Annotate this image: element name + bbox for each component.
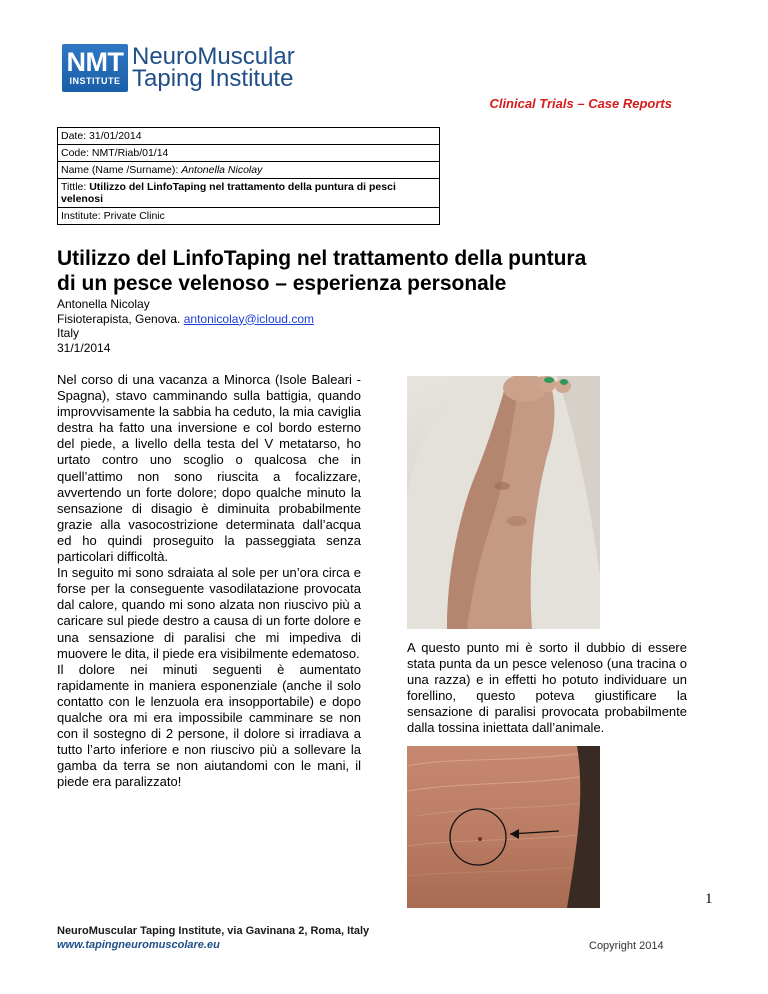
info-date: Date: 31/01/2014 [58,128,439,145]
info-name [58,162,439,179]
author-name: Antonella Nicolay [57,297,150,311]
info-institute: Institute: Private Clinic [61,210,165,222]
logo-name-line1: NeuroMuscular [132,43,295,70]
paragraph-1: Nel corso di una vacanza a Minorca (Isole Baleari - Spagna), stavo camminando sulla battigia, quando improvvisamente la sabbia ha ceduto, la mia caviglia destra ha fatto una inversione e col bordo esterno del piede, a livello della testa del V metatarso, ho urtato contro uno scoglio o qualcosa che in quell’attimo non sono riuscita a focalizzare, avvertendo un forte dolore; dopo qualche minuto la sensazione di disagio è diminuita probabilmente grazie alla vasocostrizione determinata dall’acqua ed ho quindi proseguito la passeggiata senza particolari difficoltà. [57,372,361,565]
case-info-table [57,127,440,225]
logo-name-line2: Taping Institute [132,65,294,92]
article-title-line1: Utilizzo del LinfoTaping nel trattamento della puntura [57,247,587,270]
author-email-link[interactable]: antonicolay@icloud.com [183,311,314,326]
author-country: Italy [57,326,80,340]
info-code: Code: NMT/Riab/01/14 [58,145,439,162]
foot-illustration [407,376,600,629]
author-block [57,297,314,355]
author-affiliation [57,312,314,327]
logo-sub: INSTITUTE [69,76,121,86]
page-number: 1 [705,891,713,907]
footer [57,924,369,952]
nmt-logo [62,44,302,92]
affiliation-text: Fisioterapista, Genova. [57,311,184,326]
logo-badge [62,44,128,92]
logo-abbr: NMT [66,47,124,77]
article-title-line2: di un pesce velenoso – esperienza personale [57,272,507,295]
paragraph-2: In seguito mi sono sdraiata al sole per un’ora circa e forse per la conseguente vasodilatazione provocata dal calore, quando mi sono alzata non riuscivo più a caricare sul piede destro a causa di un forte dolore e una sensazione di paralisi che mi impediva di muovere le dita, il piede era visibilmente edematoso. [57,565,361,661]
body-right-column: A questo punto mi è sorto il dubbio di essere stata punta da un pesce velenoso (una tracina o una razza) e in effetti ho potuto individuare un forellino, questo poteva giustificare la sensazione di paralisi provocata probabilmente dalla tossina iniettata dall’animale. [407,640,687,736]
info-name-value: Antonella Nicolay [181,164,263,176]
body-left-column [57,372,361,790]
copyright: Copyright 2014 [589,940,664,952]
sting-closeup-photo [407,746,600,908]
section-label: Clinical Trials – Case Reports [489,96,672,111]
info-title-value: Utilizzo del LinfoTaping nel trattamento della puntura di pesci velenosi [61,181,396,205]
skin-illustration [407,746,600,908]
info-name-label: Name (Name /Surname): [61,164,182,176]
article-date: 31/1/2014 [57,340,111,355]
info-title-label: Tittle: [61,181,90,193]
paragraph-3: Il dolore nei minuti seguenti è aumentato rapidamente in maniera esponenziale (anche il solo contatto con le lenzuola era insopportabile) e dopo qualche ora mi era impossibile camminare se non con il sostegno di 2 persone, il dolore si irradiava a tutto l’arto inferiore e non riuscivo più a sollevare la gamba da terra se non aiutandomi con le mani, il piede era paralizzato! [57,661,361,790]
info-title [58,179,439,208]
footer-website-link[interactable]: www.tapingneuromuscolare.eu [57,939,220,951]
swollen-foot-photo [407,376,600,629]
footer-address: NeuroMuscular Taping Institute, via Gavinana 2, Roma, Italy [57,925,370,937]
article-title [57,246,697,296]
